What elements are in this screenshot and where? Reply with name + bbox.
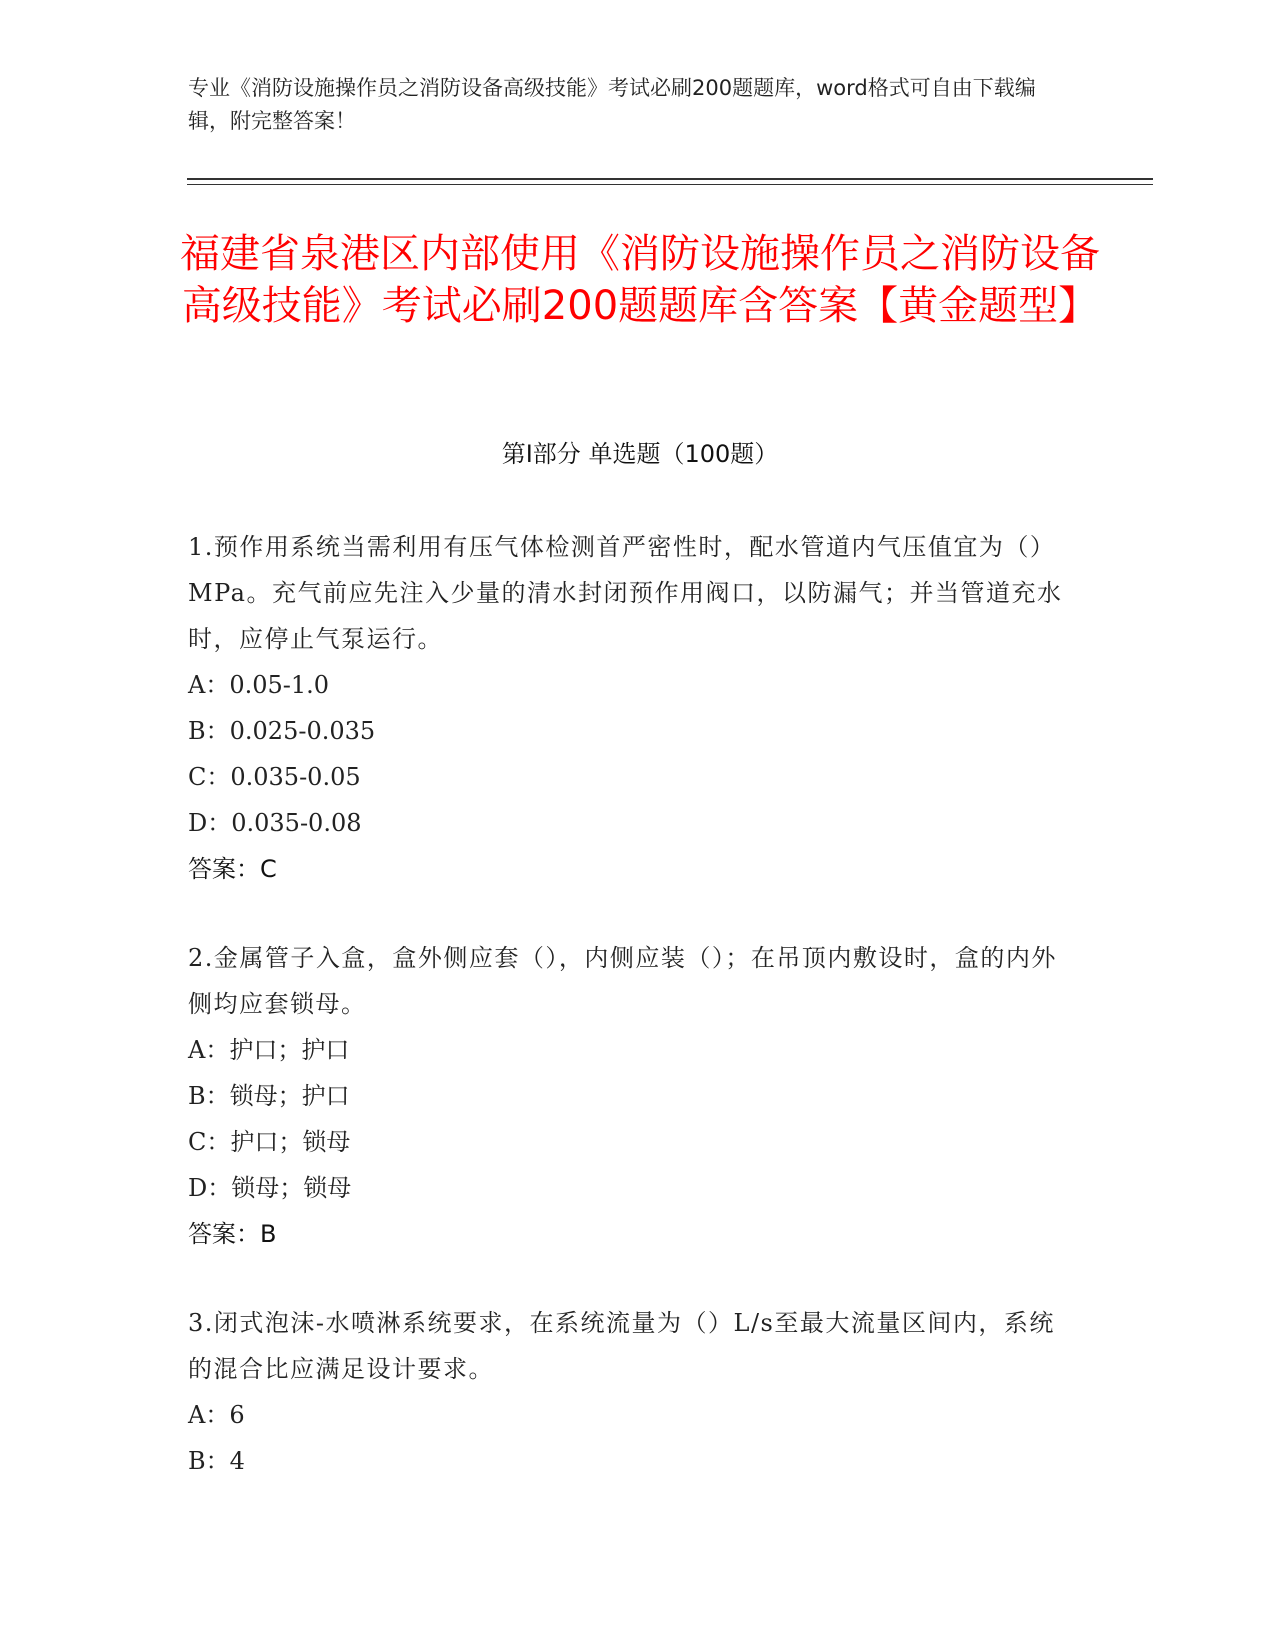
option-a: A：6: [188, 1401, 245, 1429]
option-a: A：0.05-1.0: [188, 671, 330, 699]
option-c: C：护口；锁母: [188, 1128, 351, 1156]
header-note: 专业《消防设施操作员之消防设备高级技能》考试必刷200题题库，word格式可自由下载编辑，附完整答案！: [188, 76, 1036, 133]
question-stem: 3.闭式泡沫-水喷淋系统要求，在系统流量为（）L/s至最大流量区间内，系统的混合比应满足设计要求。: [188, 1309, 1055, 1383]
option-d: D：0.035-0.08: [188, 809, 362, 837]
option-d: D：锁母；锁母: [188, 1174, 352, 1202]
header-rule-thick: [187, 178, 1153, 180]
answer: 答案：B: [188, 1220, 277, 1248]
option-b: B：4: [188, 1447, 245, 1475]
section-title: 第Ⅰ部分 单选题（100题）: [501, 440, 779, 468]
question-1: [188, 524, 1078, 892]
question-3: [188, 1300, 1078, 1484]
option-b: B：锁母；护口: [188, 1082, 350, 1110]
answer: 答案：C: [188, 855, 277, 883]
option-c: C：0.035-0.05: [188, 763, 361, 791]
question-stem: 2.金属管子入盒，盒外侧应套（），内侧应装（）；在吊顶内敷设时，盒的内外侧均应套锁母。: [188, 944, 1057, 1018]
question-stem: 1.预作用系统当需利用有压气体检测首严密性时，配水管道内气压值宜为（）MPa。充气前应先注入少量的清水封闭预作用阀口，以防漏气；并当管道充水时，应停止气泵运行。: [188, 533, 1063, 653]
question-2: [188, 935, 1078, 1257]
document-title: 福建省泉港区内部使用《消防设施操作员之消防设备高级技能》考试必刷200题题库含答案【黄金题型】: [180, 231, 1100, 329]
option-a: A：护口；护口: [188, 1036, 350, 1064]
option-b: B：0.025-0.035: [188, 717, 376, 745]
header-rule-thin: [187, 184, 1153, 185]
